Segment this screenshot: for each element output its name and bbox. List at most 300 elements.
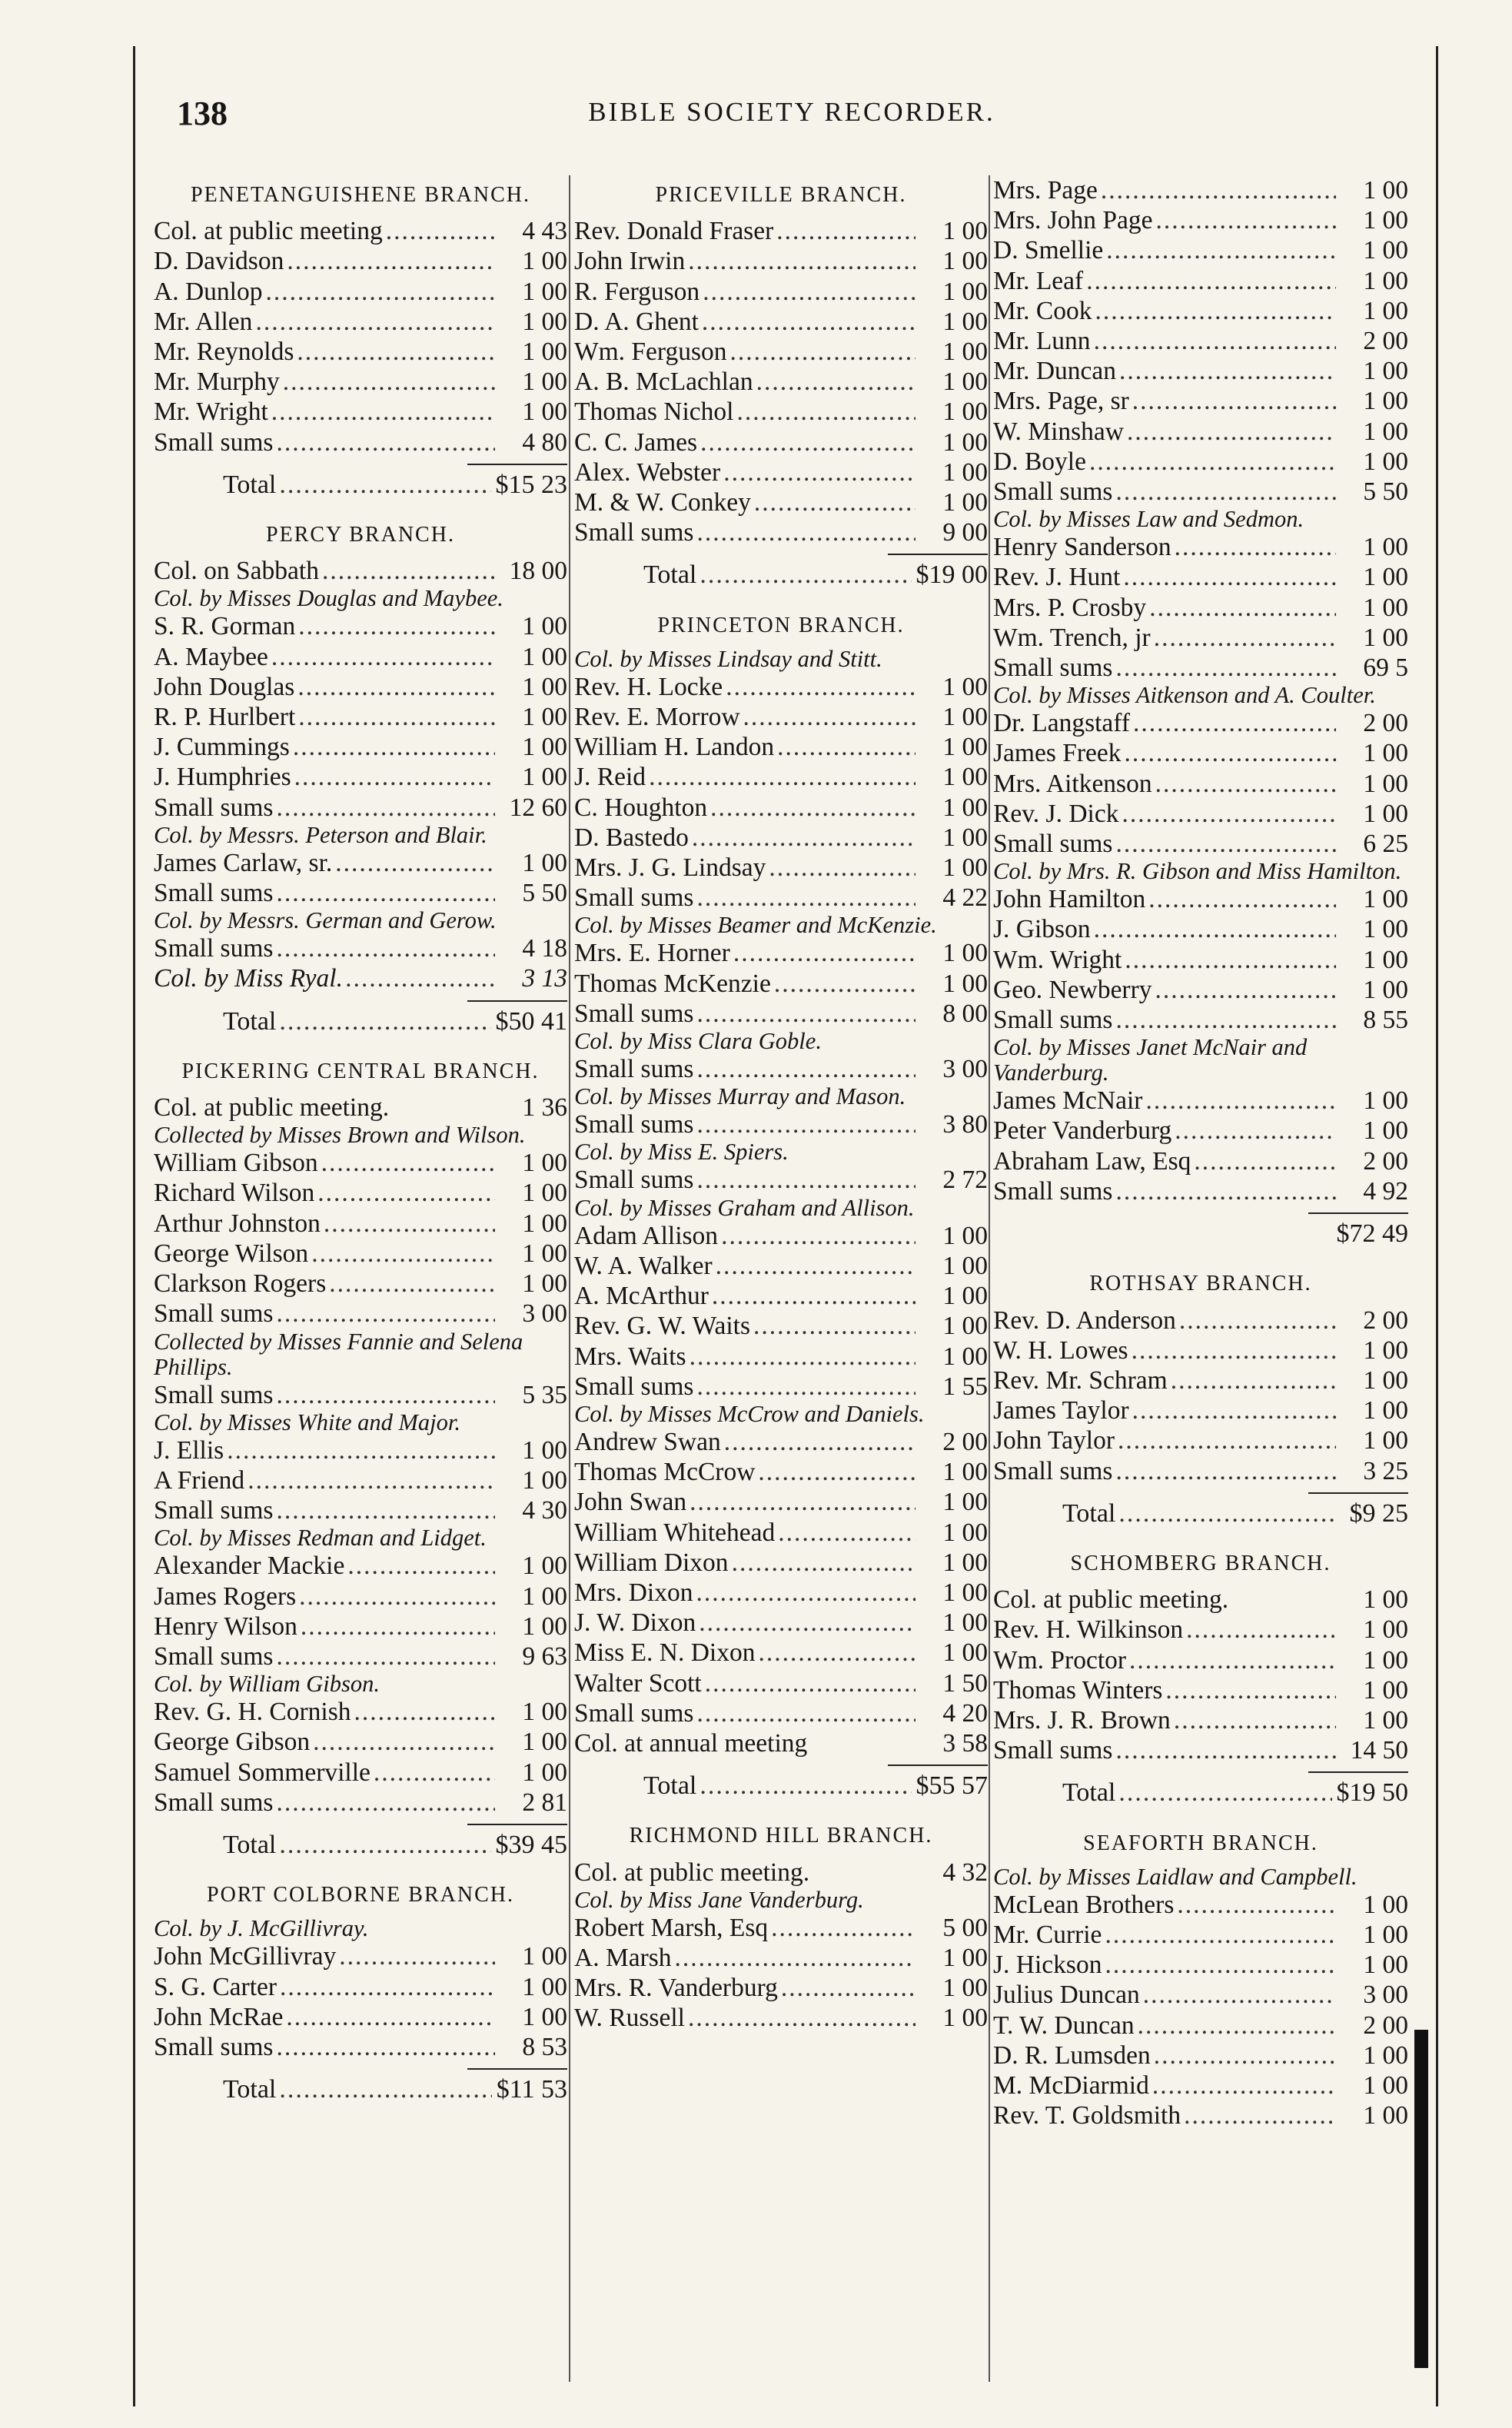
amount: 5 00 — [942, 1913, 988, 1942]
subscription-columns — [154, 175, 1422, 2382]
amount: 1 00 — [522, 277, 567, 306]
dot-leader — [1186, 1615, 1336, 1645]
branch-total — [993, 1498, 1408, 1528]
contribution-row — [154, 556, 567, 586]
dot-leader — [1095, 296, 1336, 326]
dot-leader — [696, 1698, 916, 1728]
contribution-row — [574, 1578, 988, 1608]
collector-note: Col. by Misses Lindsay and Stitt. — [574, 645, 882, 672]
contributor-name: Mr. Duncan — [993, 357, 1117, 386]
contribution-row — [154, 1209, 567, 1239]
dot-leader — [346, 963, 495, 993]
dot-leader — [1177, 1890, 1336, 1920]
contributor-name: Rev. H. Locke — [574, 672, 723, 701]
contributor-name: A. B. McLachlan — [574, 368, 753, 397]
amount: 8 00 — [942, 999, 988, 1028]
contribution-row — [574, 246, 988, 276]
branch-total — [154, 1006, 567, 1036]
dot-leader — [699, 1608, 916, 1638]
amount: 1 00 — [1363, 593, 1408, 622]
contributor-name: William Dixon — [574, 1548, 729, 1577]
contributor-name: Small sums — [993, 1006, 1113, 1035]
contributor-name: J. Reid — [574, 763, 646, 792]
contribution-row — [154, 1178, 567, 1208]
branch-total — [993, 1778, 1408, 1808]
contributor-name: Mr. Lunn — [993, 327, 1091, 356]
amount: 3 80 — [942, 1110, 988, 1139]
dot-leader — [279, 470, 490, 500]
contributor-name: Mrs. Dixon — [574, 1578, 693, 1607]
contributor-name: Rev. E. Morrow — [574, 703, 740, 732]
contribution-row — [154, 1299, 567, 1329]
contribution-row — [993, 2070, 1408, 2100]
contributor-name: Mr. Wright — [154, 397, 268, 427]
contributor-name: Peter Vanderburg — [993, 1116, 1172, 1146]
dot-leader — [1132, 1335, 1336, 1365]
dot-leader — [743, 702, 916, 732]
amount: 1 00 — [1363, 1615, 1408, 1645]
amount: 9 00 — [942, 518, 988, 547]
contributor-name: Small sums — [993, 1176, 1113, 1206]
amount: 1 00 — [1363, 1675, 1408, 1705]
contributor-name: R. P. Hurlbert — [154, 703, 296, 732]
contribution-row — [993, 175, 1408, 205]
dot-leader — [1155, 975, 1337, 1005]
dot-leader — [339, 1941, 495, 1971]
amount: 9 63 — [522, 1641, 567, 1671]
dot-leader — [386, 216, 495, 246]
dot-leader — [688, 246, 916, 276]
contribution-row — [993, 1425, 1408, 1455]
collector-note: Col. by Misses Graham and Allison. — [574, 1194, 915, 1221]
dot-leader — [781, 1973, 916, 2003]
contribution-row — [574, 1427, 988, 1457]
amount: 1 00 — [1363, 357, 1408, 386]
amount: 4 20 — [942, 1698, 988, 1728]
contribution-row — [574, 1311, 988, 1341]
amount: 1 00 — [522, 1582, 567, 1611]
contribution-row — [154, 337, 567, 367]
collector-note: Col. by Mrs. R. Gibson and Miss Hamilton. — [993, 858, 1402, 885]
amount: 4 30 — [522, 1496, 567, 1525]
dot-leader — [705, 1668, 916, 1698]
contribution-row — [154, 1435, 567, 1465]
amount: 1 00 — [1363, 1951, 1408, 1980]
contributor-name: John McRae — [154, 2002, 284, 2031]
contribution-row — [154, 642, 567, 672]
contribution-row — [154, 878, 567, 908]
amount: 1 00 — [522, 1698, 567, 1727]
contributor-name: Wm. Ferguson — [574, 338, 727, 367]
dot-leader — [675, 1943, 916, 1973]
contributor-name: James Freek — [993, 739, 1122, 768]
contribution-row — [574, 853, 988, 883]
contributor-name: J. Ellis — [154, 1435, 224, 1465]
contributor-name: William H. Landon — [574, 733, 775, 762]
contribution-row — [993, 532, 1408, 562]
amount: 1 00 — [1363, 1116, 1408, 1146]
amount: 6 25 — [1363, 830, 1408, 859]
contribution-row — [993, 386, 1408, 416]
contribution-row — [574, 1973, 988, 2003]
total-label: Total — [223, 2075, 277, 2104]
contribution-row — [574, 2003, 988, 2033]
dot-leader — [283, 367, 495, 397]
contributor-name: Small sums — [154, 1299, 274, 1329]
amount: 1 00 — [1363, 1645, 1408, 1675]
contribution-row — [993, 1335, 1408, 1365]
collector-note: Col. by William Gibson. — [154, 1671, 380, 1698]
contribution-row — [993, 235, 1408, 265]
amount: 1 00 — [942, 1458, 988, 1487]
amount: 1 00 — [942, 823, 988, 852]
contributor-name: James Rogers — [154, 1582, 297, 1611]
branch-heading: RICHMOND HILL BRANCH. — [629, 1824, 933, 1848]
contributor-name: J. Humphries — [154, 763, 291, 792]
collector-note: Collected by Misses Fannie and Selena Phillips. — [154, 1328, 523, 1380]
total-amount: $50 41 — [495, 1006, 567, 1036]
contributor-name: J. Hickson — [993, 1951, 1102, 1980]
dot-leader — [1122, 799, 1336, 829]
contributor-name: Mrs. P. Crosby — [993, 593, 1147, 622]
contribution-row — [993, 1920, 1408, 1950]
dot-leader — [776, 216, 916, 246]
contribution-row — [154, 367, 567, 397]
section-gap — [154, 500, 567, 515]
contribution-row — [574, 337, 988, 367]
contributor-name: Arthur Johnston — [154, 1209, 321, 1238]
contributor-name: Small sums — [154, 2032, 274, 2061]
dot-leader — [276, 1299, 495, 1329]
contribution-row — [993, 653, 1408, 683]
total-label: Total — [223, 1830, 277, 1859]
contribution-row — [154, 1093, 567, 1123]
dot-leader — [1175, 1116, 1336, 1146]
dot-leader — [696, 1054, 916, 1084]
amount: 1 00 — [1363, 563, 1408, 592]
contributor-name: Rev. Mr. Schram — [993, 1365, 1168, 1395]
total-label: Total — [223, 1006, 277, 1036]
contributor-name: Small sums — [574, 1698, 694, 1728]
contributor-name: James Carlaw, sr. — [154, 848, 333, 877]
dot-leader — [690, 1342, 916, 1372]
total-rule — [888, 554, 988, 555]
contributor-name: S. G. Carter — [154, 1972, 277, 2001]
contributor-name: Col. at public meeting. — [574, 1858, 810, 1887]
contribution-row — [993, 1645, 1408, 1675]
dot-leader — [1118, 1778, 1331, 1808]
page-border-left — [133, 46, 135, 2406]
amount: 1 00 — [522, 1465, 567, 1495]
contributor-name: M. McDiarmid — [993, 2070, 1149, 2100]
collector-note: Col. by Misses McCrow and Daniels. — [574, 1400, 925, 1427]
collector-note: Col. by Misses Murray and Mason. — [574, 1083, 906, 1110]
contribution-row — [574, 517, 988, 547]
branch-heading: PERCY BRANCH. — [266, 523, 455, 547]
contributor-name: A. Dunlop — [154, 277, 263, 306]
dot-leader — [733, 938, 916, 968]
contribution-row — [993, 326, 1408, 356]
collector-note: Col. by Misses Law and Sedmon. — [993, 506, 1304, 533]
amount: 1 00 — [1363, 975, 1408, 1004]
contributor-name: Henry Sanderson — [993, 533, 1171, 562]
branch-total — [574, 560, 988, 590]
amount: 1 00 — [1363, 2070, 1408, 2100]
dot-leader — [721, 1221, 916, 1251]
contribution-row — [574, 1342, 988, 1372]
dot-leader — [1133, 708, 1336, 738]
contributor-name: A. Marsh — [574, 1943, 672, 1972]
amount: 1 00 — [1363, 915, 1408, 944]
dot-leader — [692, 823, 916, 853]
dot-leader — [753, 1311, 916, 1341]
contributor-name: D. A. Ghent — [574, 307, 699, 336]
amount: 1 00 — [942, 1518, 988, 1547]
contribution-row — [574, 732, 988, 762]
contribution-row — [574, 1638, 988, 1668]
contribution-row — [154, 1380, 567, 1410]
amount: 1 00 — [942, 1221, 988, 1250]
amount: 3 00 — [942, 1055, 988, 1084]
contributor-name: J. Gibson — [993, 915, 1091, 944]
dot-leader — [732, 1548, 916, 1578]
contribution-row — [993, 1705, 1408, 1735]
contributor-name: Clarkson Rogers — [154, 1269, 327, 1299]
contributor-name: Col. on Sabbath — [154, 557, 319, 586]
amount: 1 00 — [522, 247, 567, 276]
dot-leader — [276, 1788, 495, 1818]
collector-note: Col. by Misses Laidlaw and Campbell. — [993, 1863, 1357, 1890]
contributor-name: Andrew Swan — [574, 1427, 721, 1456]
dot-leader — [712, 1281, 916, 1311]
amount: 3 00 — [1363, 1981, 1408, 2010]
total-amount: $39 45 — [495, 1830, 567, 1859]
contributor-name: Small sums — [154, 1788, 274, 1817]
contributor-name: W. A. Walker — [574, 1251, 713, 1280]
contribution-row — [154, 1551, 567, 1581]
contribution-row — [574, 702, 988, 732]
contribution-row — [993, 1890, 1408, 1920]
amount: 1 00 — [942, 1974, 988, 2003]
dot-leader — [696, 1109, 916, 1139]
amount: 2 00 — [1363, 1146, 1408, 1176]
dot-leader — [299, 1582, 495, 1611]
dot-leader — [276, 1495, 495, 1525]
contribution-row — [993, 1086, 1408, 1116]
amount: 1 00 — [1363, 1086, 1408, 1116]
dot-leader — [313, 1727, 495, 1757]
branch-heading: PICKERING CENTRAL BRANCH. — [181, 1059, 540, 1083]
column-right — [993, 175, 1408, 2382]
dot-leader — [276, 427, 495, 457]
contributor-name: Small sums — [574, 1055, 694, 1084]
dot-leader — [1148, 884, 1336, 914]
contributor-name: Small sums — [574, 1166, 694, 1195]
dot-leader — [1132, 386, 1336, 416]
dot-leader — [774, 969, 916, 999]
branch-heading: PORT COLBORNE BRANCH. — [207, 1883, 514, 1907]
amount: 1 00 — [522, 1552, 567, 1581]
dot-leader — [1155, 769, 1336, 799]
contribution-row — [574, 1608, 988, 1638]
contribution-row — [154, 1269, 567, 1299]
dot-leader — [724, 1427, 916, 1457]
contribution-row — [574, 672, 988, 702]
total-amount: $55 57 — [916, 1771, 988, 1801]
dot-leader — [279, 1830, 490, 1860]
contributor-name: Wm. Proctor — [993, 1645, 1127, 1675]
contribution-row — [993, 1365, 1408, 1395]
dot-leader — [298, 702, 495, 732]
contributor-name: Dr. Langstaff — [993, 709, 1131, 738]
amount: 1 00 — [942, 338, 988, 367]
contributor-name: Rev. J. Dick — [993, 799, 1119, 828]
dot-leader — [297, 337, 495, 367]
amount: 1 00 — [942, 488, 988, 517]
dot-leader — [690, 1487, 916, 1517]
contribution-row — [154, 1495, 567, 1525]
amount: 69 5 — [1363, 654, 1408, 683]
dot-leader — [1119, 356, 1336, 386]
amount: 1 00 — [942, 1548, 988, 1577]
dot-leader — [702, 307, 916, 337]
contributor-name: Mrs. J. G. Lindsay — [574, 853, 766, 883]
contributor-name: George Gibson — [154, 1728, 311, 1757]
branch-total — [574, 1771, 988, 1801]
amount: 1 00 — [1363, 2101, 1408, 2130]
dot-leader — [1118, 1425, 1336, 1455]
dot-leader — [286, 2002, 495, 2032]
dot-leader — [1152, 2070, 1336, 2100]
dot-leader — [280, 1972, 495, 2002]
amount: 1 00 — [1363, 2041, 1408, 2070]
branch-total — [154, 470, 567, 500]
contributor-name: Small sums — [574, 518, 694, 547]
dot-leader — [1115, 477, 1336, 507]
amount: 1 00 — [522, 307, 567, 336]
contributor-name: Mr. Leaf — [993, 266, 1084, 295]
amount: 1 00 — [1363, 236, 1408, 265]
amount: 3 13 — [522, 964, 567, 993]
dot-leader — [700, 427, 916, 457]
contributor-name: John Taylor — [993, 1426, 1115, 1455]
contributor-name: Small sums — [574, 1372, 694, 1401]
dot-leader — [758, 1457, 916, 1487]
section-gap — [574, 1801, 988, 1816]
contribution-row — [574, 938, 988, 968]
dot-leader — [276, 1641, 495, 1671]
collector-note: Col. by Misses Janet McNair and Vanderburg. — [993, 1034, 1308, 1086]
amount: 3 58 — [942, 1728, 988, 1758]
contributor-name: D. Davidson — [154, 247, 284, 276]
section-gap — [993, 1249, 1408, 1264]
contribution-row — [154, 963, 567, 993]
dot-leader — [716, 1251, 916, 1281]
amount: 1 00 — [522, 1239, 567, 1268]
dot-leader — [703, 277, 916, 307]
contribution-row — [993, 266, 1408, 296]
contributor-name: Walter Scott — [574, 1668, 702, 1698]
amount: 1 00 — [522, 1209, 567, 1238]
page-header — [161, 94, 1422, 148]
dot-leader — [1115, 1005, 1336, 1035]
contributor-name: Wm. Trench, jr — [993, 623, 1151, 652]
contribution-row — [154, 2032, 567, 2062]
amount: 1 50 — [942, 1668, 988, 1698]
contributor-name: Mr. Currie — [993, 1920, 1102, 1949]
contributor-name: Mr. Murphy — [154, 368, 280, 397]
dot-leader — [1127, 417, 1336, 447]
dot-leader — [1165, 1675, 1336, 1705]
contribution-row — [993, 975, 1408, 1005]
contributor-name: Small sums — [154, 1496, 274, 1525]
amount: 4 22 — [942, 883, 988, 913]
amount: 5 35 — [522, 1380, 567, 1409]
contribution-row — [993, 1305, 1408, 1335]
total-rule — [467, 1824, 567, 1825]
contribution-row — [154, 1941, 567, 1971]
page-border-right — [1436, 46, 1438, 2406]
contribution-row — [993, 799, 1408, 829]
dot-leader — [335, 848, 495, 878]
amount: 1 00 — [942, 793, 988, 822]
contribution-row — [154, 307, 567, 337]
amount: 1 00 — [522, 338, 567, 367]
amount: 1 00 — [1363, 206, 1408, 235]
contribution-row — [574, 1281, 988, 1311]
column-rule — [989, 175, 990, 2382]
dot-leader — [276, 1380, 495, 1410]
contributor-name: Rev. D. Anderson — [993, 1305, 1176, 1335]
contribution-row — [154, 1582, 567, 1611]
amount: 1 00 — [942, 1578, 988, 1607]
contribution-row — [993, 2041, 1408, 2070]
contribution-row — [993, 1116, 1408, 1146]
total-rule — [467, 464, 567, 465]
contribution-row — [154, 427, 567, 457]
contribution-row — [993, 1675, 1408, 1705]
contributor-name: Col. at public meeting. — [154, 1093, 390, 1123]
contributor-name: Small sums — [993, 654, 1113, 683]
contribution-row — [993, 945, 1408, 975]
contribution-row — [993, 2011, 1408, 2041]
amount: 1 00 — [1363, 533, 1408, 562]
contributor-name: Mr. Reynolds — [154, 338, 294, 367]
total-rule — [467, 2068, 567, 2070]
dot-leader — [696, 1578, 916, 1608]
contribution-row — [154, 933, 567, 963]
section-gap — [574, 590, 988, 606]
contributor-name: Mrs. Waits — [574, 1342, 686, 1371]
amount: 14 50 — [1350, 1736, 1408, 1765]
contribution-row — [154, 611, 567, 641]
amount: 1 00 — [1363, 623, 1408, 652]
contribution-row — [574, 1487, 988, 1517]
contributor-name: Geo. Newberry — [993, 975, 1152, 1004]
dot-leader — [696, 883, 916, 913]
contributor-name: Col. at public meeting — [154, 217, 383, 246]
contribution-row — [574, 1054, 988, 1084]
contribution-row — [993, 1585, 1408, 1615]
total-rule — [1308, 1212, 1408, 1214]
amount: 1 00 — [942, 763, 988, 792]
section-gap — [154, 1860, 567, 1875]
total-rule — [1308, 1492, 1408, 1494]
amount: 1 00 — [1363, 739, 1408, 768]
contribution-row — [993, 829, 1408, 859]
amount: 4 43 — [522, 217, 567, 246]
contributor-name: Small sums — [154, 1641, 274, 1671]
